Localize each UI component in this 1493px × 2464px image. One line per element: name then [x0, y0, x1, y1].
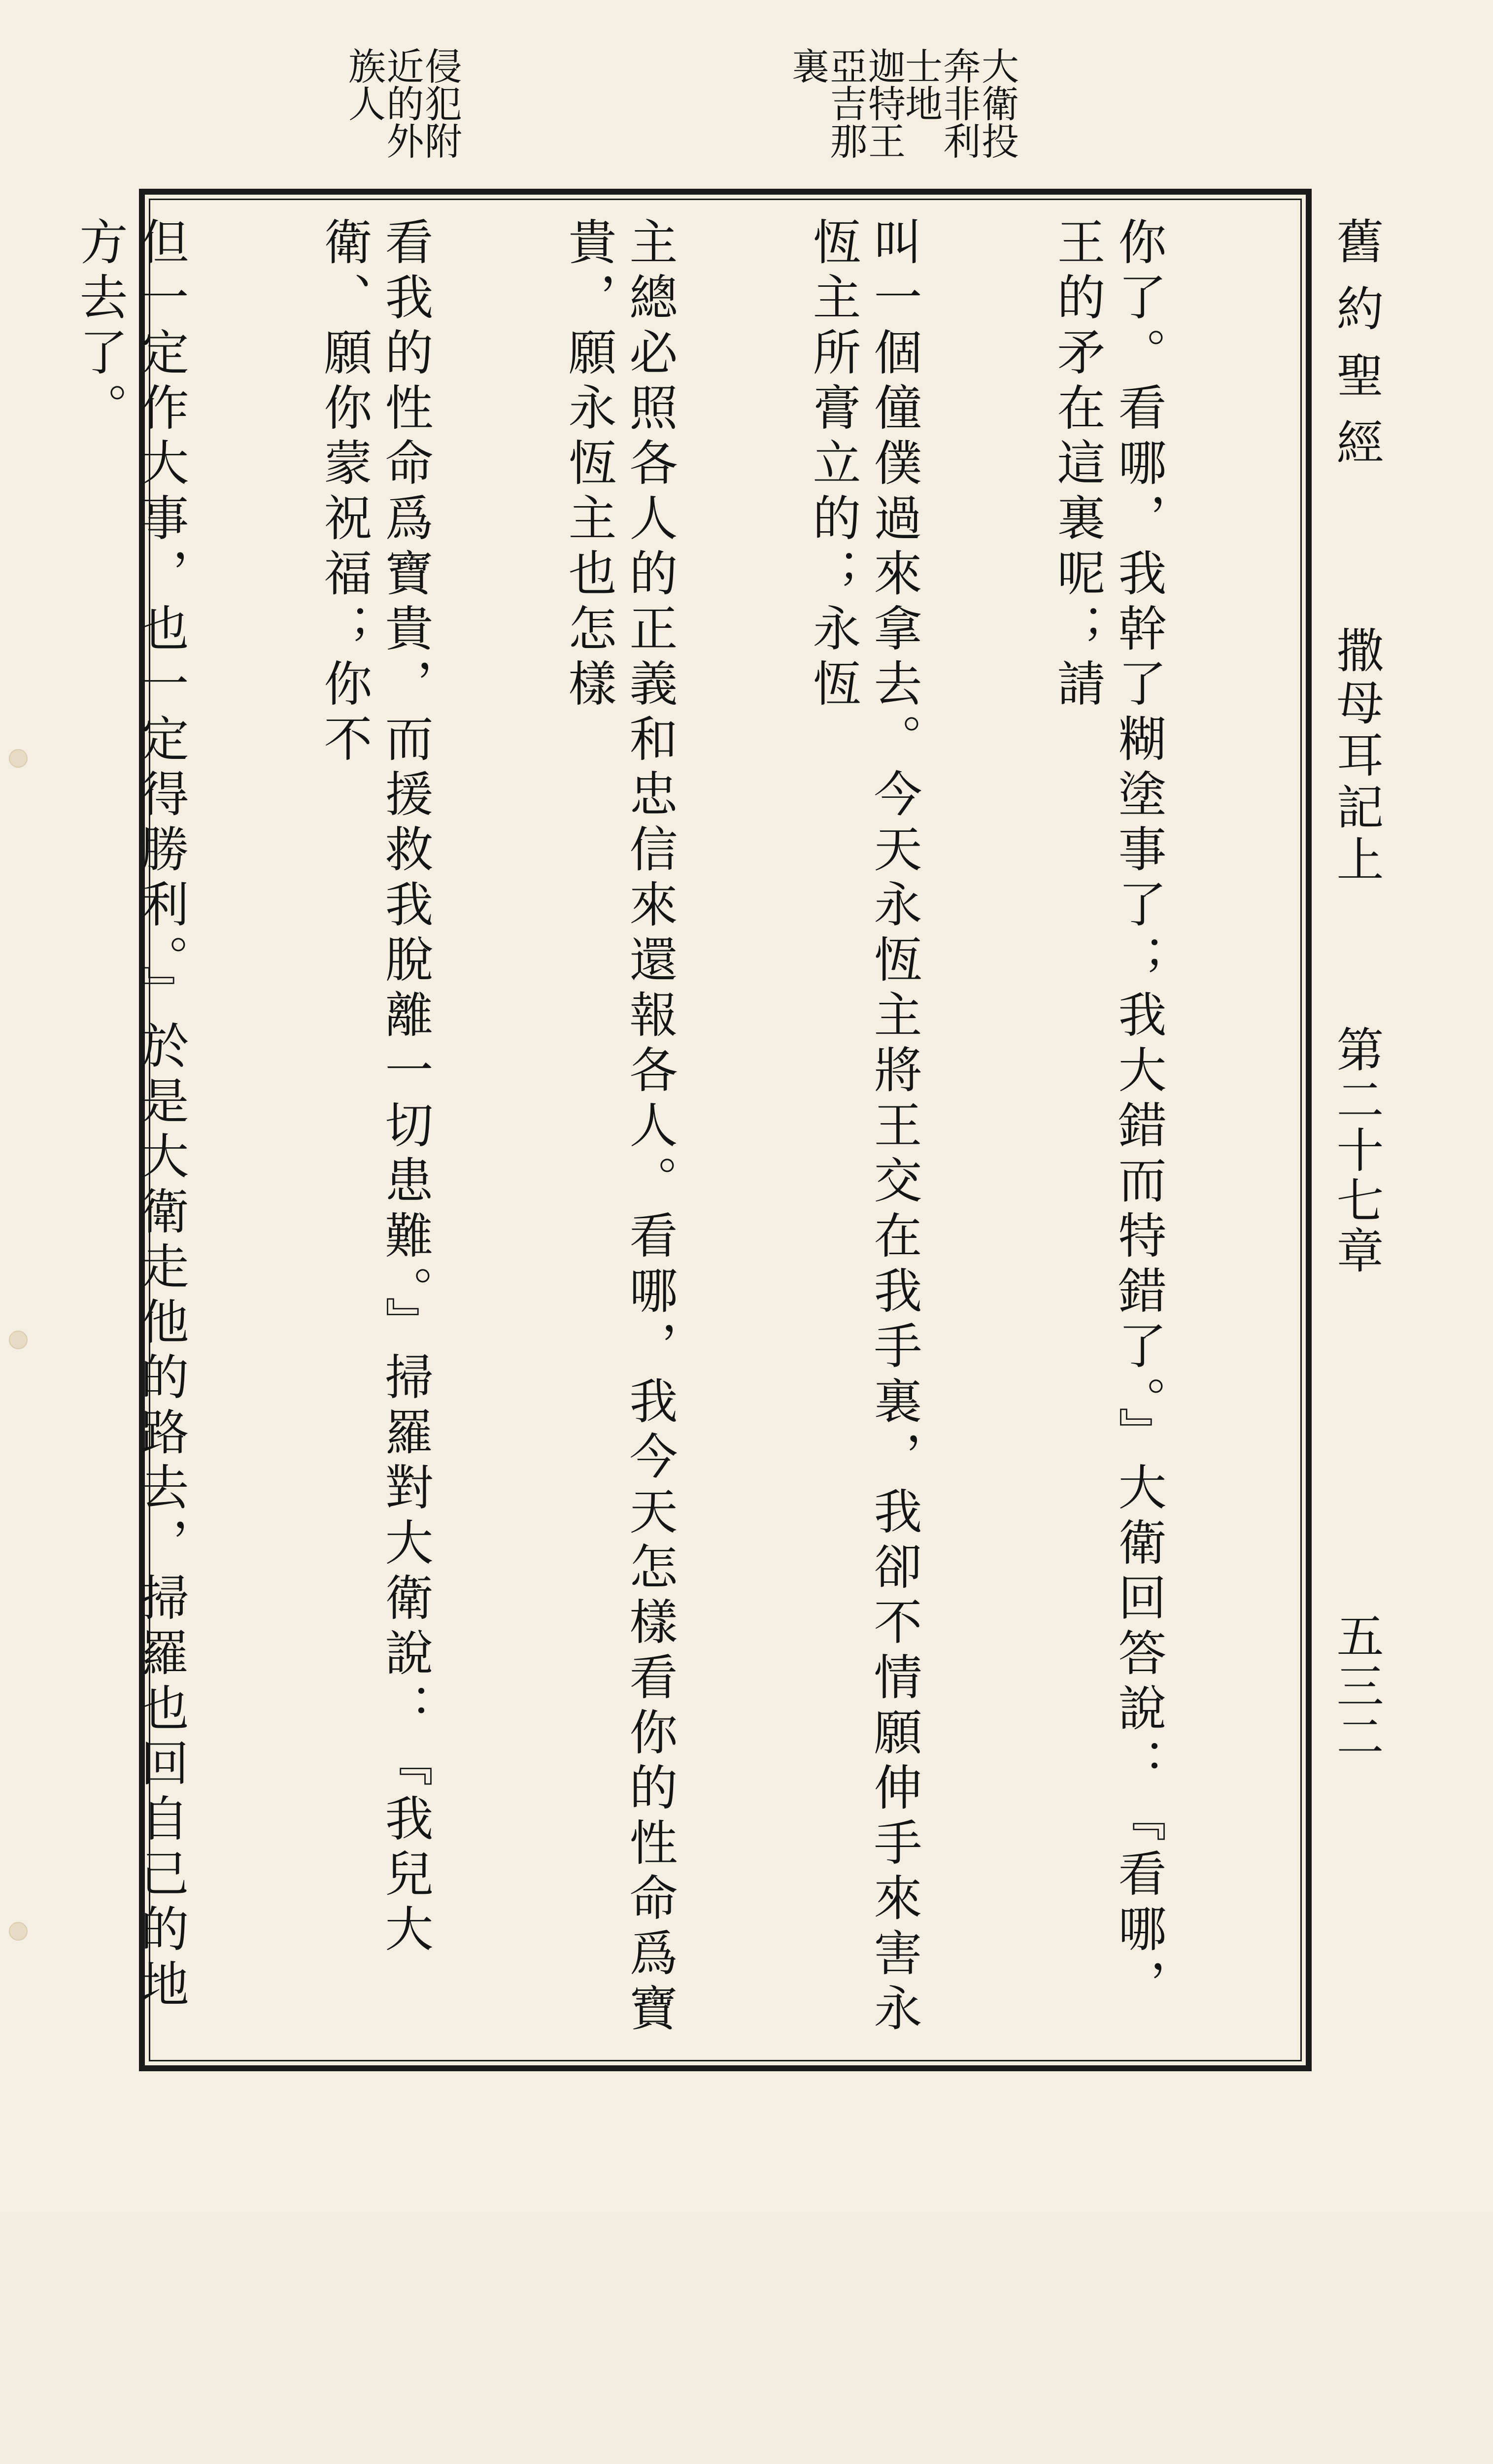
- chapter-label: 第二十七章: [1329, 1025, 1384, 1276]
- margin-note: 迦特王亞吉那裏: [785, 47, 906, 159]
- text-column: 主總必照各人的正義和忠信來還報各人。看哪，我今天怎樣看你的性命爲寶貴，願永恆主也怎樣: [560, 217, 678, 2038]
- text-column: 但一定作大事，也一定得勝利。』於是大衛走他的路去，掃羅也回自己的地方去了。: [71, 217, 189, 2014]
- scripture-text: [71, 217, 1291, 2040]
- page-number: 五三二: [1329, 1611, 1384, 1762]
- book-title: 舊約聖經: [1329, 217, 1384, 485]
- text-column: 看我的性命爲寶貴，而援救我脫離一切患難。』掃羅對大衛說：『我兒大衛、願你蒙祝福；你不: [316, 217, 433, 1959]
- text-column: 叫一個僮僕過來拿去。今天永恆主將王交在我手裏，我卻不情願伸手來害永恆主所膏立的；永恆: [805, 217, 922, 2038]
- margin-note: 大衛投奔非利士地: [899, 47, 1019, 159]
- margin-note: 侵犯附近的外族人: [342, 47, 463, 159]
- text-column: 你了。看哪，我幹了糊塗事了；我大錯而特錯了。』大衛回答說：『看哪，王的矛在這裏呢；請: [1049, 217, 1166, 2014]
- book-name: 撒母耳記上: [1329, 626, 1384, 887]
